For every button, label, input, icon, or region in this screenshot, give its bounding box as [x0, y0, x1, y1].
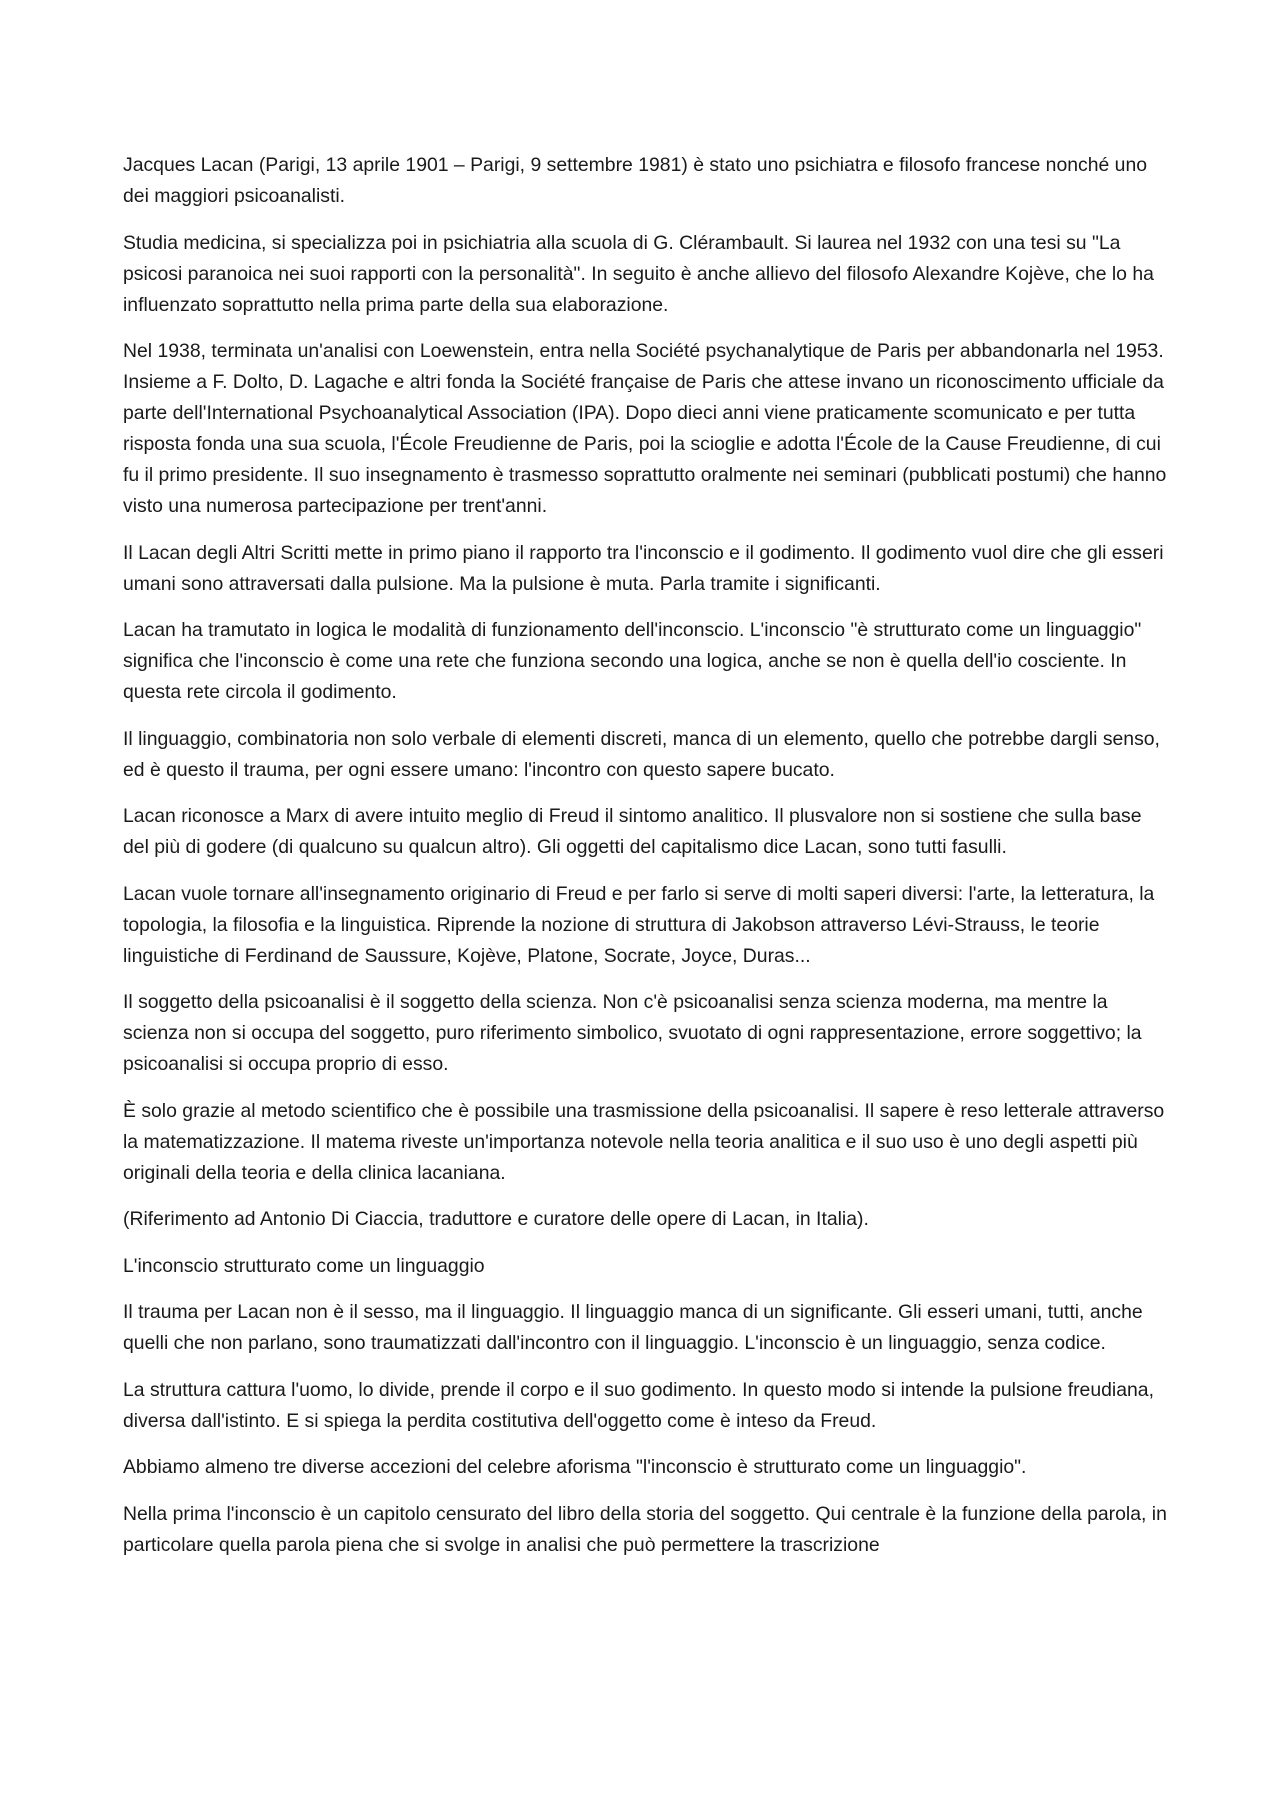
paragraph-education: Studia medicina, si specializza poi in psichiatria alla scuola di G. Clérambault. Si laurea nel 1932 con una tesi su "La psicosi paranoica nei suoi rapporti con la personalità". In seguito è anche allievo del filosofo Alexandre Kojève, che lo ha influenzato soprattutto nella prima parte della sua elaborazione. [123, 231, 1154, 316]
paragraph-career: Nel 1938, terminata un'analisi con Loewenstein, entra nella Société psychanalytique de Paris per abbandonarla nel 1953. Insieme a F. Dolto, D. Lagache e altri fonda la Société française de Paris che attese invano un riconoscimento ufficiale da parte dell'International Psychoanalytical Association (IPA). Dopo dieci anni viene praticamente scomunicato e per tutta risposta fonda una sua scuola, l'École Freudienne de Paris, poi la scioglie e adotta l'École de la Cause Freudienne, di cui fu il primo presidente. Il suo insegnamento è trasmesso soprattutto oralmente nei seminari (pubblicati postumi) che hanno visto una numerosa partecipazione per trent'anni. [123, 340, 1167, 517]
paragraph-language-trauma: Il linguaggio, combinatoria non solo verbale di elementi discreti, manca di un elemento, quello che potrebbe dargli senso, ed è questo il trauma, per ogni essere umano: l'incontro con questo sapere bucato. [123, 727, 1160, 781]
section-heading: L'inconscio strutturato come un linguaggio [123, 1254, 485, 1277]
paragraph-matheme: È solo grazie al metodo scientifico che è possibile una trasmissione della psicoanalisi. Il sapere è reso letterale attraverso la matematizzazione. Il matema riveste un'importanza notevole nella teoria analitica e il suo uso è uno degli aspetti più originali della teoria e della clinica lacaniana. [123, 1099, 1165, 1184]
paragraph-altri-scritti: Il Lacan degli Altri Scritti mette in primo piano il rapporto tra l'inconscio e il godimento. Il godimento vuol dire che gli esseri umani sono attraversati dalla pulsione. Ma la pulsione è muta. Parla tramite i significanti. [123, 541, 1164, 595]
paragraph-intro: Jacques Lacan (Parigi, 13 aprile 1901 – Parigi, 9 settembre 1981) è stato uno psichiatra e filosofo francese nonché uno dei maggiori psicoanalisti. [123, 154, 1148, 207]
paragraph-reference: (Riferimento ad Antonio Di Ciaccia, traduttore e curatore delle opere di Lacan, in Italia). [123, 1208, 869, 1230]
paragraph-first-meaning: Nella prima l'inconscio è un capitolo censurato del libro della storia del soggetto. Qui centrale è la funzione della parola, in particolare quella parola piena che si svolge in analisi che può permettere la trascrizione [123, 1502, 1167, 1556]
paragraph-structure: La struttura cattura l'uomo, lo divide, prende il corpo e il suo godimento. In questo modo si intende la pulsione freudiana, diversa dall'istinto. E si spiega la perdita costitutiva dell'oggetto come è inteso da Freud. [123, 1378, 1154, 1432]
paragraph-trauma: Il trauma per Lacan non è il sesso, ma il linguaggio. Il linguaggio manca di un significante. Gli esseri umani, tutti, anche quelli che non parlano, sono traumatizzati dall'incontro con il linguaggio. L'inconscio è un linguaggio, senza codice. [123, 1301, 1143, 1354]
paragraph-logic: Lacan ha tramutato in logica le modalità di funzionamento dell'inconscio. L'inconscio "è strutturato come un linguaggio" significa che l'inconscio è come una rete che funziona secondo una logica, anche se non è quella dell'io cosciente. In questa rete circola il godimento. [123, 619, 1142, 703]
paragraph-return-to-freud: Lacan vuole tornare all'insegnamento originario di Freud e per farlo si serve di molti saperi diversi: l'arte, la letteratura, la topologia, la filosofia e la linguistica. Riprende la nozione di struttura di Jakobson attraverso Lévi-Strauss, le teorie linguistiche di Ferdinand de Saussure, Kojève, Platone, Socrate, Joyce, Duras... [123, 882, 1155, 967]
paragraph-subject-science: Il soggetto della psicoanalisi è il soggetto della scienza. Non c'è psicoanalisi senza scienza moderna, ma mentre la scienza non si occupa del soggetto, puro riferimento simbolico, svuotato di ogni rappresentazione, errore soggettivo; la psicoanalisi si occupa proprio di esso. [123, 991, 1142, 1075]
paragraph-marx: Lacan riconosce a Marx di avere intuito meglio di Freud il sintomo analitico. Il plusvalore non si sostiene che sulla base del più di godere (di qualcuno su qualcun altro). Gli oggetti del capitalismo dice Lacan, sono tutti fasulli. [123, 805, 1142, 858]
paragraph-aphorism: Abbiamo almeno tre diverse accezioni del celebre aforisma "l'inconscio è strutturato come un linguaggio". [123, 1456, 1027, 1478]
document-body [123, 150, 1167, 1576]
